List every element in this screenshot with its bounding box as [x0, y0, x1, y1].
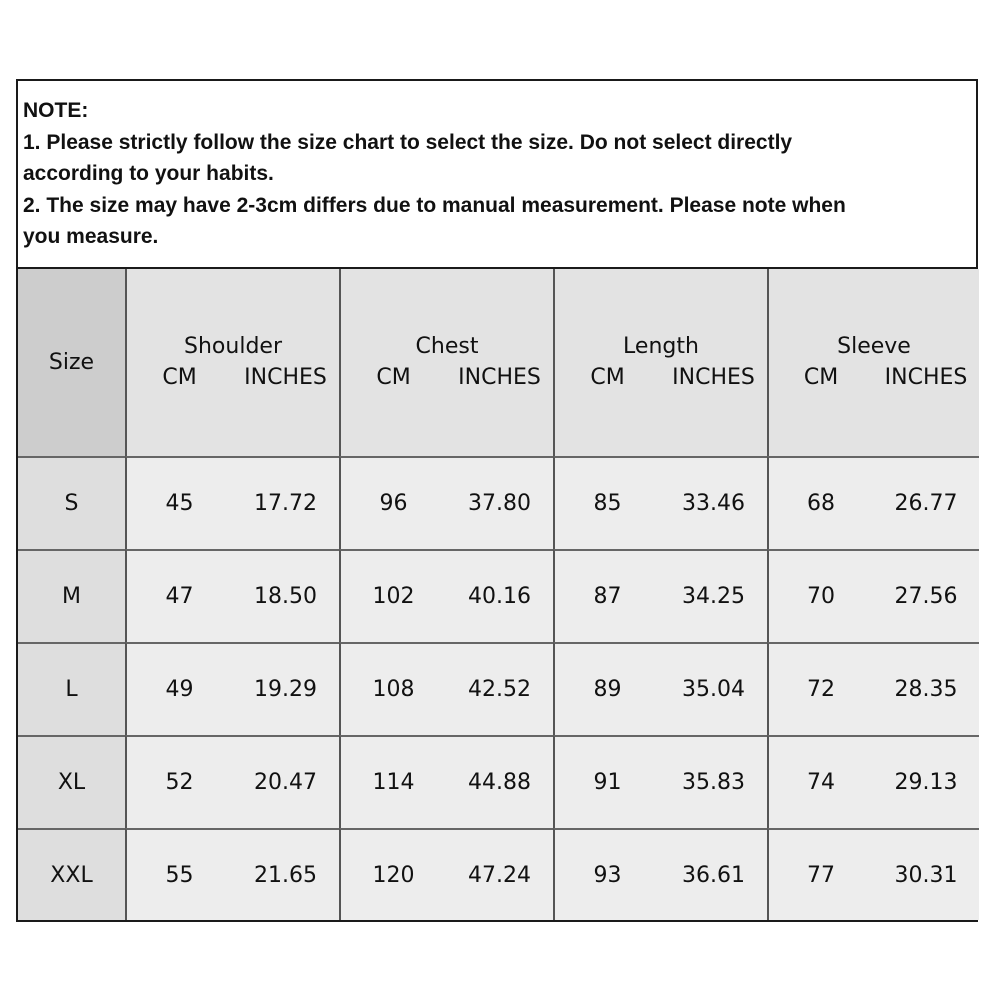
- value-cm: 120: [339, 828, 446, 920]
- unit-header-inches: INCHES: [446, 363, 553, 456]
- note-block: [18, 81, 976, 269]
- measure-group-header: Length: [553, 269, 767, 363]
- value-inches: 17.72: [232, 456, 339, 549]
- size-label: M: [18, 549, 125, 642]
- value-cm: 85: [553, 456, 660, 549]
- value-cm: 89: [553, 642, 660, 735]
- value-inches: 44.88: [446, 735, 553, 828]
- value-inches: 21.65: [232, 828, 339, 920]
- value-inches: 34.25: [660, 549, 767, 642]
- note-line: you measure.: [23, 225, 159, 248]
- unit-header-cm: CM: [553, 363, 660, 456]
- value-inches: 33.46: [660, 456, 767, 549]
- measure-group-header: Sleeve: [767, 269, 979, 363]
- value-cm: 96: [339, 456, 446, 549]
- value-inches: 19.29: [232, 642, 339, 735]
- size-column-header: Size: [18, 269, 125, 456]
- size-chart-frame: [16, 79, 978, 922]
- value-inches: 37.80: [446, 456, 553, 549]
- value-inches: 20.47: [232, 735, 339, 828]
- size-label: L: [18, 642, 125, 735]
- note-line: according to your habits.: [23, 162, 274, 185]
- unit-header-inches: INCHES: [660, 363, 767, 456]
- unit-header-inches: INCHES: [232, 363, 339, 456]
- unit-header-inches: INCHES: [873, 363, 979, 456]
- note-line: 2. The size may have 2-3cm differs due to manual measurement. Please note when: [23, 193, 846, 217]
- size-table: [18, 269, 976, 920]
- value-inches: 35.04: [660, 642, 767, 735]
- value-inches: 40.16: [446, 549, 553, 642]
- unit-header-cm: CM: [339, 363, 446, 456]
- value-inches: 18.50: [232, 549, 339, 642]
- size-label: XL: [18, 735, 125, 828]
- value-cm: 52: [125, 735, 232, 828]
- size-label: XXL: [18, 828, 125, 920]
- value-cm: 74: [767, 735, 873, 828]
- value-cm: 114: [339, 735, 446, 828]
- value-inches: 27.56: [873, 549, 979, 642]
- value-cm: 108: [339, 642, 446, 735]
- value-inches: 35.83: [660, 735, 767, 828]
- value-inches: 42.52: [446, 642, 553, 735]
- value-cm: 87: [553, 549, 660, 642]
- value-inches: 47.24: [446, 828, 553, 920]
- value-cm: 47: [125, 549, 232, 642]
- value-cm: 91: [553, 735, 660, 828]
- size-label: S: [18, 456, 125, 549]
- value-cm: 45: [125, 456, 232, 549]
- value-inches: 26.77: [873, 456, 979, 549]
- note-heading: NOTE:: [23, 99, 89, 122]
- value-inches: 30.31: [873, 828, 979, 920]
- value-cm: 77: [767, 828, 873, 920]
- value-cm: 70: [767, 549, 873, 642]
- measure-group-header: Shoulder: [125, 269, 339, 363]
- value-cm: 49: [125, 642, 232, 735]
- value-cm: 102: [339, 549, 446, 642]
- value-inches: 28.35: [873, 642, 979, 735]
- value-inches: 29.13: [873, 735, 979, 828]
- measure-group-header: Chest: [339, 269, 553, 363]
- unit-header-cm: CM: [767, 363, 873, 456]
- value-cm: 55: [125, 828, 232, 920]
- value-cm: 72: [767, 642, 873, 735]
- value-cm: 93: [553, 828, 660, 920]
- note-line: 1. Please strictly follow the size chart to select the size. Do not select directly: [23, 130, 793, 154]
- value-inches: 36.61: [660, 828, 767, 920]
- value-cm: 68: [767, 456, 873, 549]
- unit-header-cm: CM: [125, 363, 232, 456]
